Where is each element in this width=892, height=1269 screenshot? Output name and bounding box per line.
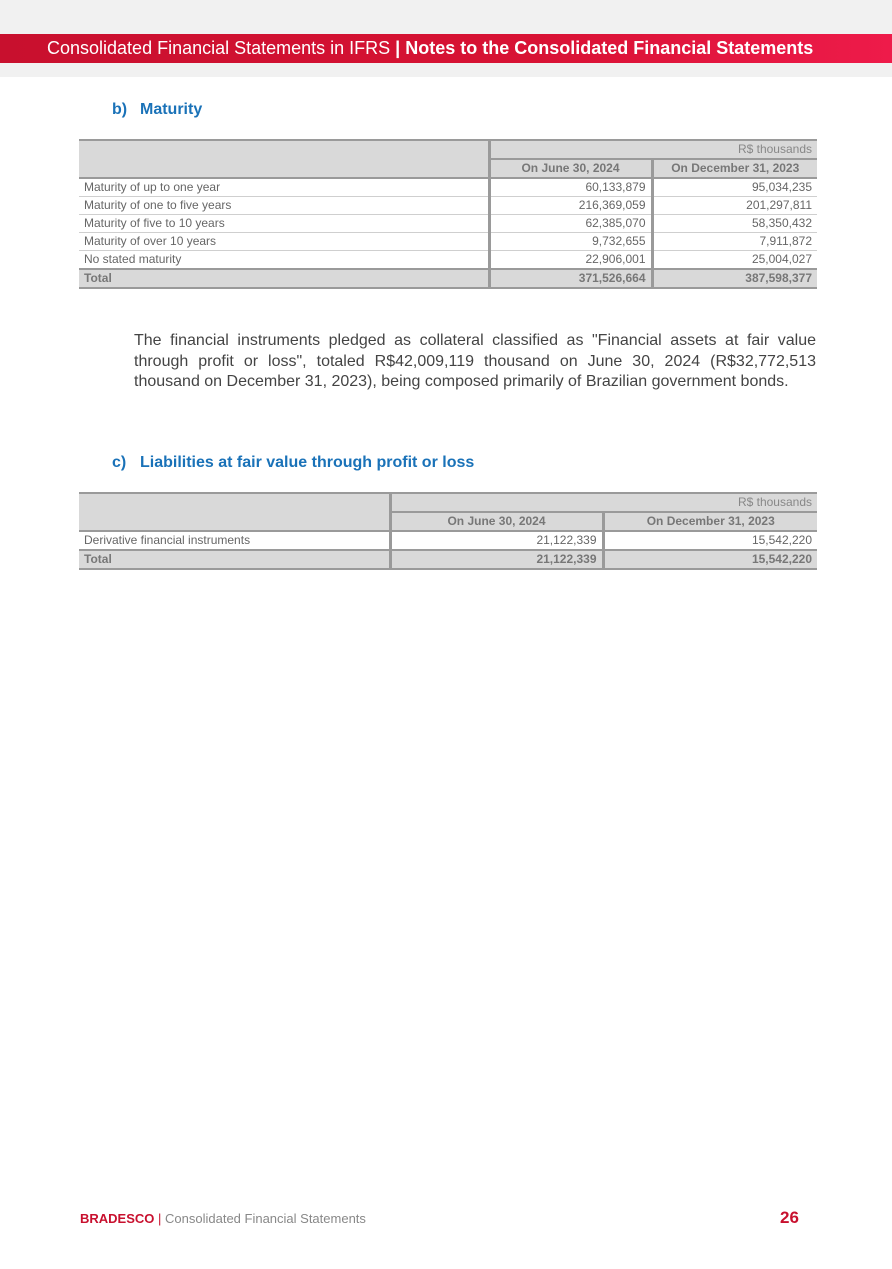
header-separator: | [390,38,406,58]
table-row [79,178,817,197]
value-dec-2023: 58,350,432 [652,215,817,233]
total-dec-2023: 387,598,377 [652,269,817,288]
table-row [79,251,817,270]
total-dec-2023: 15,542,220 [603,550,817,569]
footer-separator: | [154,1211,166,1226]
value-june-2024: 60,133,879 [489,178,652,197]
section-b-heading [112,101,202,119]
total-row [79,550,817,569]
table-row [79,233,817,251]
row-label: Maturity of one to five years [79,197,489,215]
table-header-blank [79,493,390,512]
page-number: 26 [780,1208,799,1227]
total-label: Total [79,269,489,288]
section-b-title: Maturity [140,101,203,118]
table-row [79,215,817,233]
row-label: Derivative financial instruments [79,531,390,550]
row-label: Maturity of over 10 years [79,233,489,251]
section-c-letter: c) [112,454,127,471]
section-c-heading [112,454,474,472]
liabilities-table [79,492,817,570]
footer-text: Consolidated Financial Statements [165,1211,366,1226]
unit-label: R$ thousands [390,493,817,512]
header-title-bold: Notes to the Consolidated Financial Statements [405,38,814,58]
table-row [79,531,817,550]
table-header-blank [79,512,390,531]
page-header-banner [0,34,892,63]
maturity-table [79,139,817,289]
section-c-title: Liabilities at fair value through profit or loss [140,454,475,471]
table-header-blank [79,140,489,159]
value-dec-2023: 7,911,872 [652,233,817,251]
table-row [79,197,817,215]
total-june-2024: 371,526,664 [489,269,652,288]
header-underline-strip [0,63,892,77]
table-header-blank [79,159,489,178]
row-label: Maturity of up to one year [79,178,489,197]
row-label: No stated maturity [79,251,489,270]
value-dec-2023: 201,297,811 [652,197,817,215]
value-june-2024: 62,385,070 [489,215,652,233]
column-header-june-2024: On June 30, 2024 [489,159,652,178]
value-june-2024: 22,906,001 [489,251,652,270]
collateral-paragraph: The financial instruments pledged as collateral classified as "Financial assets at fair value through profit or loss", totaled R$42,009,119 thousand on June 30, 2024 (R$32,772,513 thousand on December 31, 2023), being composed primarily of Brazilian government bonds. [134,332,816,390]
value-dec-2023: 95,034,235 [652,178,817,197]
footer [80,1211,366,1226]
footer-brand: BRADESCO [80,1211,155,1226]
value-dec-2023: 25,004,027 [652,251,817,270]
value-june-2024: 9,732,655 [489,233,652,251]
top-strip [0,0,892,34]
row-label: Maturity of five to 10 years [79,215,489,233]
column-header-june-2024: On June 30, 2024 [390,512,603,531]
value-dec-2023: 15,542,220 [603,531,817,550]
unit-label: R$ thousands [489,140,817,159]
header-title-regular: Consolidated Financial Statements in IFRS [47,38,391,58]
total-june-2024: 21,122,339 [390,550,603,569]
column-header-dec-2023: On December 31, 2023 [652,159,817,178]
column-header-dec-2023: On December 31, 2023 [603,512,817,531]
total-row [79,269,817,288]
section-b-letter: b) [112,101,128,118]
total-label: Total [79,550,390,569]
value-june-2024: 216,369,059 [489,197,652,215]
value-june-2024: 21,122,339 [390,531,603,550]
